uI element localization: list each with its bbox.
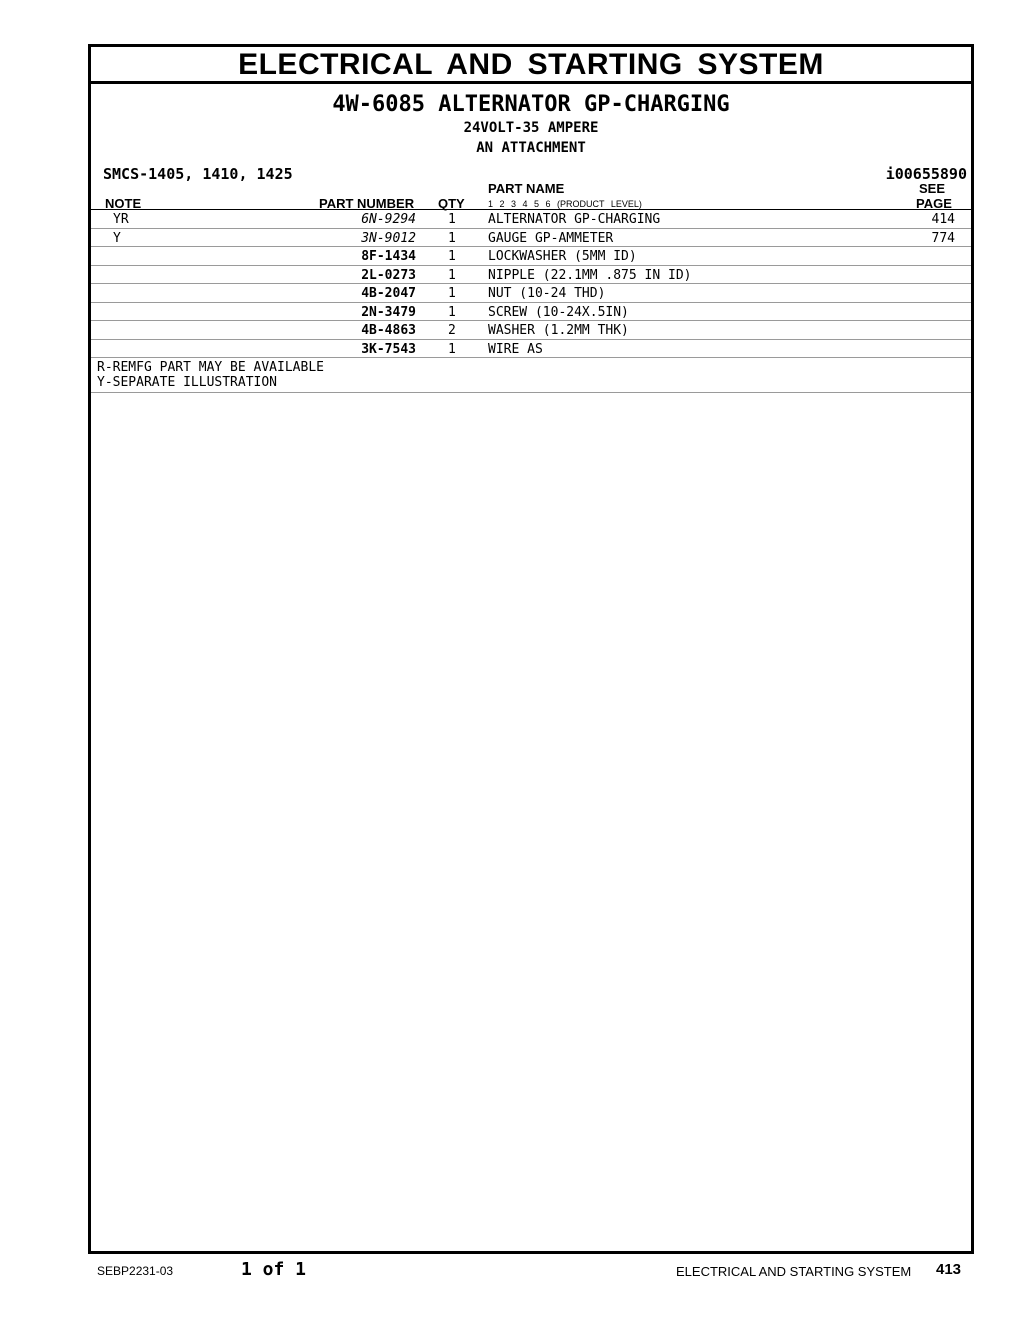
section-title: ELECTRICAL AND STARTING SYSTEM xyxy=(91,47,971,84)
row-part-name: NUT (10-24 THD) xyxy=(488,286,606,301)
footer-doc-number: SEBP2231-03 xyxy=(97,1264,174,1278)
row-part-number: 2L-0273 xyxy=(361,267,416,283)
row-part-number: 3N-9012 xyxy=(361,230,416,246)
col-see: SEE xyxy=(919,181,946,196)
row-qty: 1 xyxy=(448,212,456,227)
table-row xyxy=(91,210,971,229)
table-row xyxy=(91,266,971,285)
group-title: 4W-6085 ALTERNATOR GP-CHARGING xyxy=(332,92,730,117)
page-footer xyxy=(0,1258,1020,1282)
row-part-number: 3K-7543 xyxy=(361,341,416,357)
col-qty: QTY xyxy=(438,196,465,211)
row-part-number: 6N-9294 xyxy=(361,212,416,227)
row-qty: 1 xyxy=(448,267,456,283)
legend-separate-illustration: Y-SEPARATE ILLUSTRATION xyxy=(97,375,278,390)
row-part-name: WIRE AS xyxy=(488,341,543,357)
row-qty: 2 xyxy=(448,323,456,338)
table-row xyxy=(91,321,971,340)
col-page: PAGE xyxy=(916,196,952,211)
row-part-number: 2N-3479 xyxy=(361,304,416,320)
row-note: Y xyxy=(113,230,121,246)
group-subtitle-voltage: 24VOLT-35 AMPERE xyxy=(463,120,599,136)
row-see-page: 774 xyxy=(931,230,955,246)
row-part-name: LOCKWASHER (5MM ID) xyxy=(488,249,637,264)
parts-table-header xyxy=(91,181,971,211)
row-qty: 1 xyxy=(448,341,456,357)
col-part-number: PART NUMBER xyxy=(319,196,415,211)
row-qty: 1 xyxy=(448,230,456,246)
table-row xyxy=(91,340,971,359)
row-part-name: ALTERNATOR GP-CHARGING xyxy=(488,212,661,227)
row-note: YR xyxy=(113,212,129,227)
row-qty: 1 xyxy=(448,304,456,320)
page-frame xyxy=(88,44,974,1254)
table-row xyxy=(91,247,971,266)
row-part-number: 4B-2047 xyxy=(361,286,416,301)
row-part-name: NIPPLE (22.1MM .875 IN ID) xyxy=(488,267,692,283)
row-part-name: WASHER (1.2MM THK) xyxy=(488,323,629,338)
row-part-name: SCREW (10-24X.5IN) xyxy=(488,304,629,320)
parts-table-body xyxy=(91,210,971,358)
table-row xyxy=(91,284,971,303)
row-part-number: 8F-1434 xyxy=(361,249,416,264)
table-row xyxy=(91,303,971,322)
table-row xyxy=(91,229,971,248)
footer-section: ELECTRICAL AND STARTING SYSTEM xyxy=(676,1264,912,1279)
col-part-name: PART NAME xyxy=(488,181,565,196)
smcs-codes: SMCS-1405, 1410, 1425 xyxy=(103,165,293,183)
row-part-number: 4B-4863 xyxy=(361,323,416,338)
footer-page-of: 1 of 1 xyxy=(241,1259,307,1280)
legend-remfg: R-REMFG PART MAY BE AVAILABLE xyxy=(97,360,324,375)
row-part-name: GAUGE GP-AMMETER xyxy=(488,230,614,246)
footer-page-number: 413 xyxy=(936,1261,962,1278)
illustration-id: i00655890 xyxy=(885,165,967,183)
row-see-page: 414 xyxy=(931,212,955,227)
row-qty: 1 xyxy=(448,249,456,264)
legend-notes xyxy=(91,358,971,393)
col-product-level: 1 2 3 4 5 6 (PRODUCT LEVEL) xyxy=(488,199,642,209)
row-qty: 1 xyxy=(448,286,456,301)
col-note: NOTE xyxy=(105,196,142,211)
group-subtitle-attachment: AN ATTACHMENT xyxy=(476,140,586,156)
